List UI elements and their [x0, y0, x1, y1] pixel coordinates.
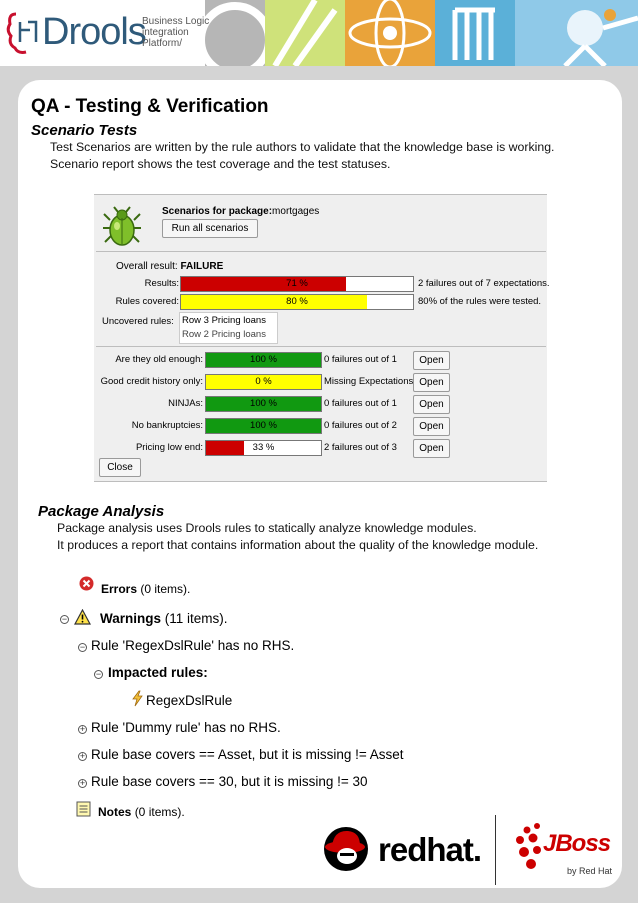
scenario-percent: 100 % [250, 420, 277, 431]
jboss-dots-icon [515, 822, 545, 876]
warnings-label: Warnings [100, 611, 162, 626]
open-scenario-button[interactable]: Open [413, 439, 450, 458]
page-title: QA - Testing & Verification [31, 96, 269, 117]
expand-rule-toggle[interactable]: + [79, 778, 86, 788]
jboss-wordmark: JBoss [543, 830, 611, 857]
scenario-percent: 0 % [255, 376, 272, 387]
warnings-row [100, 611, 228, 626]
scenario-para-line-2: Scenario report shows the test coverage and the test statuses. [50, 157, 391, 171]
rules-covered-label: Rules covered: [115, 296, 179, 307]
overall-result [116, 261, 223, 272]
package-para-line-1: Package analysis uses Drools rules to statically analyze knowledge modules. [57, 521, 477, 535]
collapse-warnings-toggle[interactable]: − [61, 614, 68, 624]
scenario-progress-bar [205, 396, 322, 412]
package-name: mortgages [272, 206, 320, 217]
scenario-progress-bar [205, 418, 322, 434]
notes-row [98, 805, 185, 819]
uncovered-rule-item[interactable]: Row 3 Pricing loans [182, 315, 266, 326]
errors-row [101, 582, 190, 596]
notes-count: (0 items). [134, 805, 185, 819]
scenario-name: Are they old enough: [115, 354, 203, 365]
package-label: Scenarios for package: [162, 206, 273, 217]
warning-rule-item[interactable]: Rule base covers == 30, but it is missing != 30 [91, 774, 368, 789]
rules-covered-progress-bar [180, 294, 414, 310]
scenario-percent: 33 % [252, 442, 275, 453]
scenario-progress-bar [205, 440, 322, 456]
tagline-line-2: integration [142, 27, 189, 38]
package-para-line-2: It produces a report that contains information about the quality of the knowledge module. [57, 538, 539, 552]
notes-label: Notes [98, 805, 132, 819]
open-scenario-button[interactable]: Open [413, 417, 450, 436]
scenario-percent: 100 % [250, 354, 277, 365]
warning-icon [74, 609, 91, 625]
rule-icon [130, 690, 145, 707]
errors-count: (0 items). [140, 582, 191, 596]
scenario-name: Pricing low end: [135, 442, 203, 453]
redhat-wordmark: redhat. [378, 831, 482, 868]
scenario-status: 0 failures out of 2 [324, 420, 397, 431]
drools-logo-text: Drools [42, 11, 146, 53]
scenario-name: No bankruptcies: [131, 420, 203, 431]
rules-covered-percent: 80 % [286, 296, 308, 307]
collapse-rule-toggle[interactable]: − [79, 642, 86, 652]
scenario-status: 2 failures out of 3 [324, 442, 397, 453]
error-icon [79, 576, 94, 591]
scenario-progress-bar [205, 352, 322, 368]
drools-logo-tagline [142, 16, 209, 49]
package-title [162, 206, 319, 217]
scenario-tests-heading: Scenario Tests [31, 122, 138, 139]
open-scenario-button[interactable]: Open [413, 373, 450, 392]
shadowman-icon [320, 826, 372, 872]
scenario-name: NINJAs: [168, 398, 203, 409]
overall-result-value: FAILURE [180, 261, 224, 272]
results-percent: 71 % [286, 278, 308, 289]
warnings-count: (11 items). [164, 611, 228, 626]
expand-rule-toggle[interactable]: + [79, 724, 86, 734]
drools-logo-icon [6, 8, 46, 56]
open-scenario-button[interactable]: Open [413, 351, 450, 370]
scenario-para-line-1: Test Scenarios are written by the rule authors to validate that the knowledge base is working. [50, 140, 555, 154]
panel-divider [96, 251, 546, 252]
package-analysis-paragraph [57, 520, 538, 554]
banner-artwork [205, 0, 638, 66]
header-banner [0, 0, 638, 66]
results-label: Results: [144, 278, 179, 289]
tagline-line-3: Platform/ [142, 38, 183, 49]
package-analysis-heading: Package Analysis [38, 503, 165, 520]
impacted-rules-heading [108, 665, 208, 680]
run-all-scenarios-button[interactable]: Run all scenarios [162, 219, 258, 238]
expand-rule-toggle[interactable]: + [79, 751, 86, 761]
scenario-tests-paragraph [50, 139, 554, 173]
results-progress-bar [180, 276, 414, 292]
uncovered-rules-label: Uncovered rules: [102, 316, 174, 327]
impacted-rules-label: Impacted rules: [108, 665, 208, 680]
scenario-status: 0 failures out of 1 [324, 354, 397, 365]
rules-covered-summary: 80% of the rules were tested. [418, 296, 542, 307]
scenario-status: Missing Expectations [324, 376, 414, 387]
tagline-line-1: Business Logic [142, 16, 210, 27]
scenario-progress-bar [205, 374, 322, 390]
open-scenario-button[interactable]: Open [413, 395, 450, 414]
results-summary: 2 failures out of 7 expectations. [418, 278, 550, 289]
warning-rule-item[interactable]: Rule base covers == Asset, but it is missing != Asset [91, 747, 404, 762]
overall-result-label: Overall result: [116, 261, 178, 272]
footer-divider [495, 815, 496, 885]
errors-label: Errors [101, 582, 138, 596]
notes-icon [76, 801, 91, 817]
warning-rule-item[interactable]: Rule 'Dummy rule' has no RHS. [91, 720, 281, 735]
redhat-logo [320, 826, 480, 876]
close-button[interactable]: Close [99, 458, 141, 477]
panel-divider [96, 346, 546, 347]
jboss-byline: by Red Hat [567, 866, 613, 876]
bug-icon [102, 206, 142, 248]
scenario-name: Good credit history only: [100, 376, 203, 387]
warning-rule-item[interactable]: Rule 'RegexDslRule' has no RHS. [91, 638, 295, 653]
scenario-status: 0 failures out of 1 [324, 398, 397, 409]
scenario-percent: 100 % [250, 398, 277, 409]
uncovered-rule-item[interactable]: Row 2 Pricing loans [182, 329, 266, 340]
collapse-impacted-toggle[interactable]: − [95, 669, 102, 679]
impacted-rule-item[interactable]: RegexDslRule [146, 693, 233, 708]
jboss-logo [515, 820, 625, 880]
